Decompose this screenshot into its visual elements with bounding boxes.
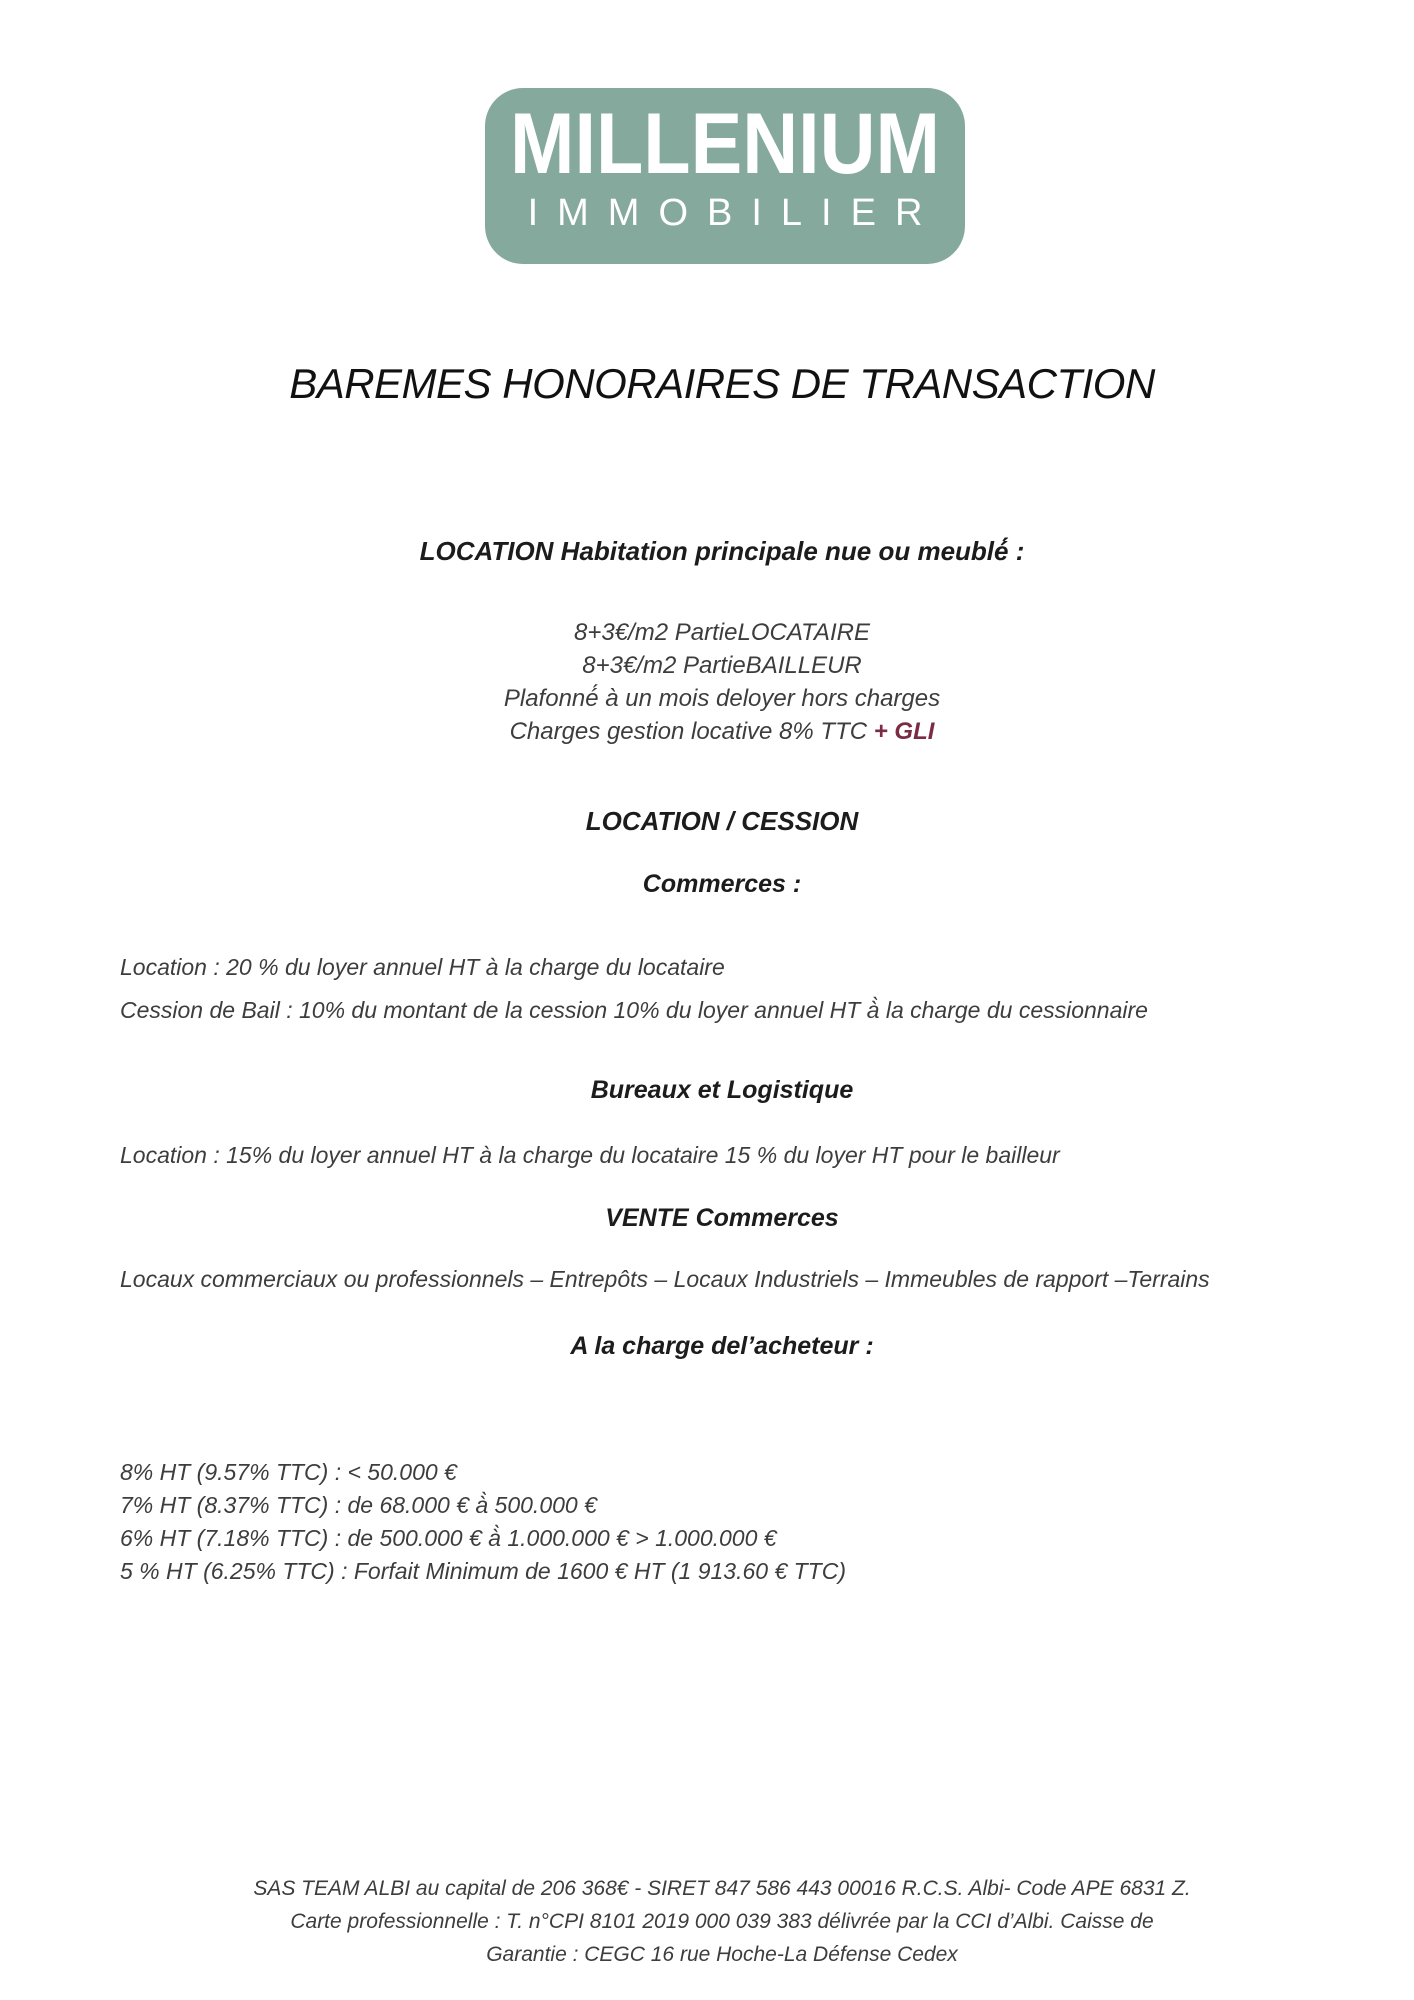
term-line: 8+3€/m2 PartieLOCATAIRE	[574, 619, 870, 646]
heading-charge-acheteur: A la charge del’acheteur :	[570, 1332, 874, 1360]
page-title: BAREMES HONORAIRES DE TRANSACTION	[289, 360, 1155, 407]
gli-accent-text: + GLI	[873, 718, 935, 745]
commerces-terms	[120, 946, 1374, 1032]
logo-brand-name: MILLENIUM	[510, 96, 940, 192]
heading-location-cession: LOCATION / CESSION	[585, 806, 859, 836]
logo-sub-name: IMMOBILIER	[527, 192, 942, 234]
rates-list	[120, 1456, 1374, 1588]
footer-line: Carte professionnelle : T. n°CPI 8101 2019 000 039 383 délivrée par la CCI d’Albi. Caisse de	[290, 1910, 1154, 1933]
rate-line: 8% HT (9.57% TTC) : < 50.000 €	[120, 1459, 457, 1485]
bureaux-terms-line: Location : 15% du loyer annuel HT à la charge du locataire 15 % du loyer HT pour le bailleur	[120, 1142, 1060, 1168]
legal-footer	[30, 1872, 1414, 1971]
rate-line: 7% HT (8.37% TTC) : de 68.000 € à̀ 500.000 €	[120, 1492, 597, 1518]
location-habitation-terms	[30, 616, 1414, 748]
heading-vente-commerces: VENTE Commerces	[605, 1204, 839, 1232]
heading-bureaux-logistique: Bureaux et Logistique	[590, 1076, 854, 1104]
heading-location-habitation: LOCATION Habitation principale nue ou meublé́ :	[419, 536, 1025, 566]
footer-line: SAS TEAM ALBI au capital de 206 368€ - SIRET 847 586 443 00016 R.C.S. Albi- Code APE 6831 Z.	[253, 1877, 1191, 1900]
company-logo	[485, 88, 965, 264]
term-line: 8+3€/m2 PartieBAILLEUR	[582, 652, 862, 679]
commerces-line: Cession de Bail : 10% du montant de la cession 10% du loyer annuel HT à̀ la charge du cessionnaire	[120, 997, 1148, 1023]
rate-line: 5 % HT (6.25% TTC) : Forfait Minimum de 1600 € HT (1 913.60 € TTC)	[120, 1558, 847, 1584]
term-line-charges	[30, 715, 1414, 748]
vente-intro-line: Locaux commerciaux ou professionnels – Entrepôts – Locaux Industriels – Immeubles de rapport –Terrains	[120, 1266, 1210, 1292]
term-line: Plafonné́ à un mois deloyer hors charges	[503, 685, 941, 712]
rate-line: 6% HT (7.18% TTC) : de 500.000 € à̀ 1.000.000 € > 1.000.000 €	[120, 1525, 777, 1551]
charges-text: Charges gestion locative 8% TTC	[509, 718, 874, 745]
footer-line: Garantie : CEGC 16 rue Hoche-La Défense Cedex	[486, 1943, 958, 1966]
commerces-line: Location : 20 % du loyer annuel HT à la charge du locataire	[120, 954, 725, 980]
heading-commerces: Commerces :	[642, 870, 802, 898]
